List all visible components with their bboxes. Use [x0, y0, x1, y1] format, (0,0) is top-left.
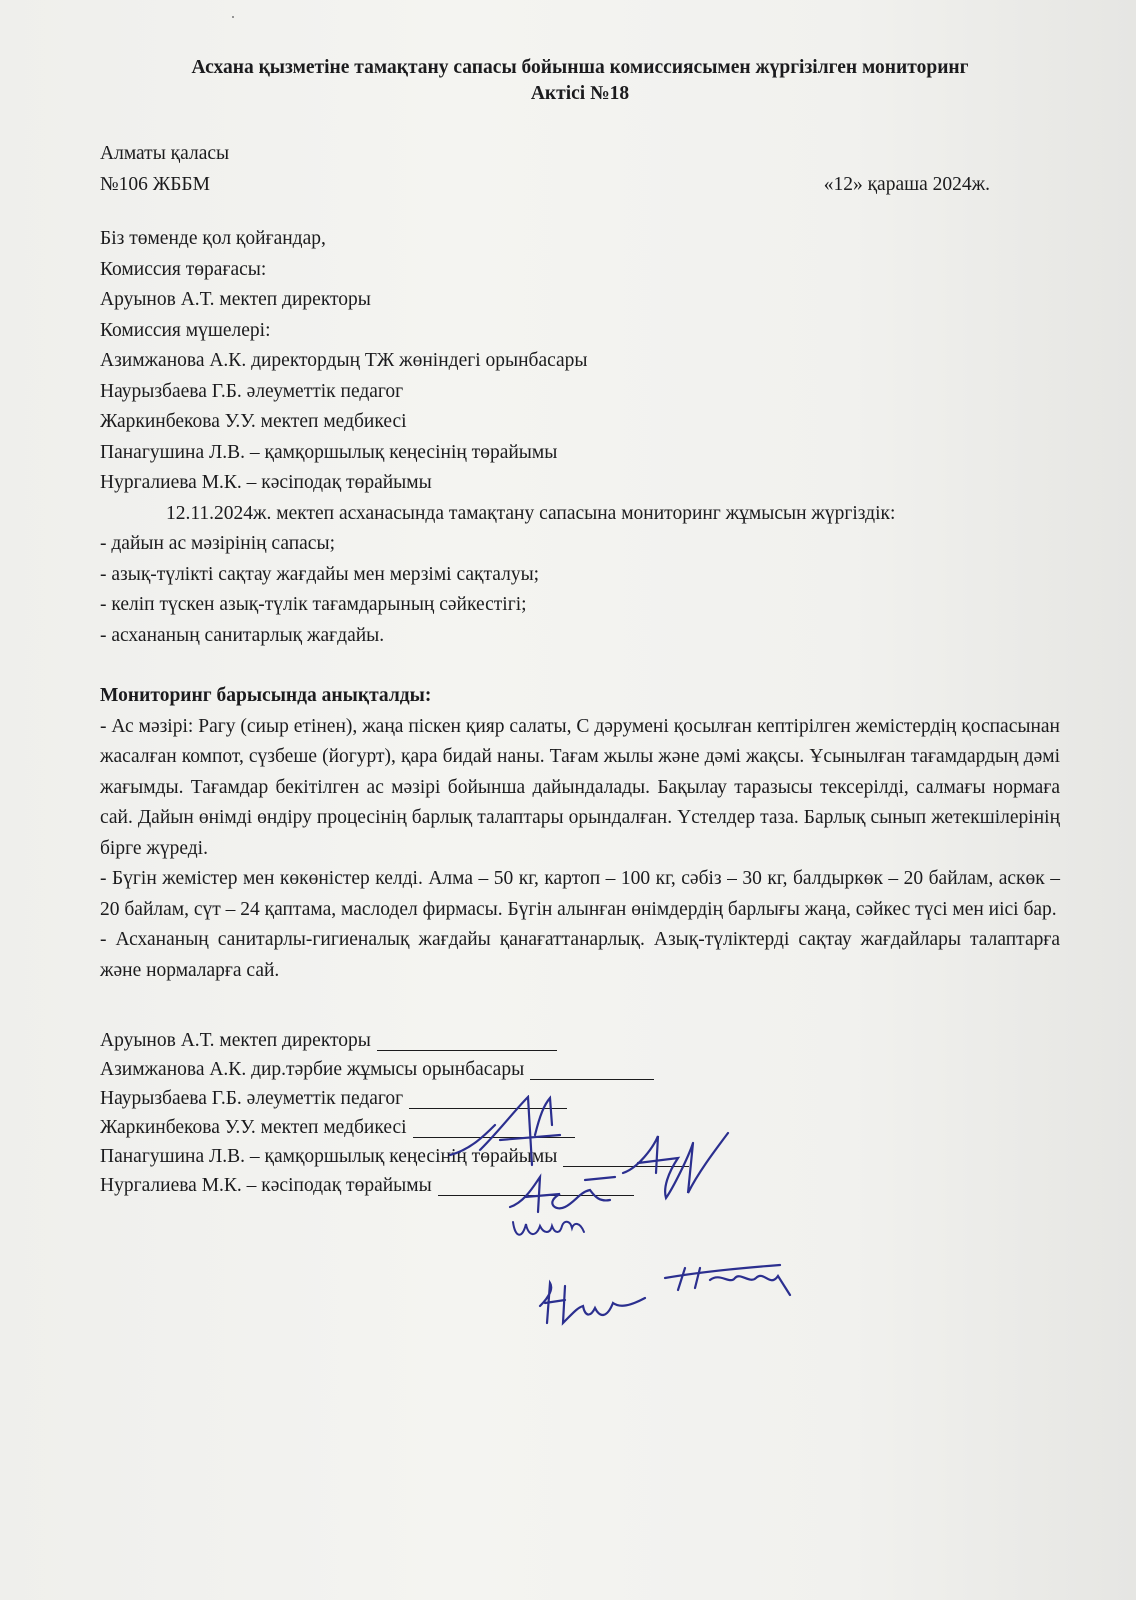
city: Алматы қаласы [100, 143, 230, 164]
signature-row [100, 1055, 1060, 1084]
member-item: Азимжанова А.К. директордың ТЖ жөніндегі орынбасары [100, 350, 588, 371]
signature-row [100, 1171, 1060, 1200]
findings-heading: Мониторинг барысында анықталды: [100, 685, 432, 706]
signature-block [100, 1026, 1060, 1200]
signer-name: Аруынов А.Т. мектеп директоры [100, 1030, 371, 1051]
member-item: Наурызбаева Г.Б. әлеуметтік педагог [100, 380, 404, 402]
member-item: Нургалиева М.К. – кәсіподақ төрайымы [100, 472, 432, 493]
signature-line [377, 1050, 557, 1051]
chair-name: Аруынов А.Т. мектеп директоры [100, 289, 371, 310]
checklist-item: - дайын ас мәзірінің сапасы; [100, 533, 335, 554]
intro-text: Біз төменде қол қойғандар, [100, 228, 326, 249]
signature-4-scribble [510, 1212, 590, 1252]
title-line-1: Асхана қызметіне тамақтану сапасы бойынша комиссиясымен жүргізілген мониторинг [191, 57, 969, 78]
school-date-row [100, 170, 990, 201]
signer-name: Азимжанова А.К. дир.тәрбие жұмысы орынбасары [100, 1059, 525, 1080]
checklist-item: - келіп түскен азық-түлік тағамдарының сәйкестігі; [100, 594, 527, 615]
signer-name: Нургалиева М.К. – кәсіподақ төрайымы [100, 1175, 432, 1196]
finding-paragraph: - Ас мәзірі: Рагу (сиыр етінен), жаңа піскен қияр салаты, С дәрумені қосылған кептірілген жемістердің қоспасынан жасалған компот, сүзбеше (йогурт), қара бидай наны. Тағам жылы және дәмі жақсы. Ұсынылған тағамдардың дәмі жағымды. Тағамдар бекітілген ас мәзірі бойынша дайындалады. Бақылау таразысы тексерілді, салмағы нормаға сай. Дайын өнімді өндіру процесінің барлық талаптары орындалған. Үстелдер таза. Барлық сынып жетекшілерінің бірге жүреді. [100, 715, 1060, 859]
finding-paragraph: - Бүгін жемістер мен көкөністер келді. Алма – 50 кг, картоп – 100 кг, сәбіз – 30 кг, балдыркөк – 20 байлам, аскөк – 20 байлам, сүт – 24 қаптама, маслодел фирмасы. Бүгін алынған өнімдердің барлығы жаңа, сәйкес түсі мен иісі бар. [100, 868, 1060, 920]
signature-5-scribble [660, 1250, 800, 1300]
document-title [100, 55, 1060, 107]
checklist-item: - азық-түлікті сақтау жағдайы мен мерзімі сақталуы; [100, 563, 540, 585]
signature-line [530, 1079, 654, 1080]
signature-6-scribble [535, 1278, 655, 1338]
signer-name: Жаркинбекова У.У. мектеп медбикесі [100, 1117, 407, 1138]
signature-row [100, 1084, 1060, 1113]
member-item: Панагушина Л.В. – қамқоршылық кеңесінің төрайымы [100, 441, 558, 463]
monitoring-intro: 12.11.2024ж. мектеп асханасында тамақтану сапасына мониторинг жұмысын жүргіздік: [166, 502, 896, 524]
act-date: «12» қараша 2024ж. [823, 173, 990, 195]
members-label: Комиссия мүшелері: [100, 319, 271, 341]
signature-line [413, 1137, 575, 1138]
signature-row [100, 1026, 1060, 1055]
signature-line [409, 1108, 567, 1109]
signature-row [100, 1142, 1060, 1171]
signer-name: Наурызбаева Г.Б. әлеуметтік педагог [100, 1088, 404, 1109]
signature-line [438, 1195, 634, 1196]
finding-paragraph: - Асхананың санитарлы-гигиеналық жағдайы қанағаттанарлық. Азық-түліктерді сақтау жағдайлары талаптарға және нормаларға сай. [100, 929, 1060, 981]
act-document [100, 55, 1060, 1200]
speck [232, 16, 234, 18]
school-name: №106 ЖББМ [100, 173, 210, 195]
checklist-item: - асхананың санитарлық жағдайы. [100, 624, 385, 646]
signature-row [100, 1113, 1060, 1142]
title-line-2: Актісі №18 [530, 83, 630, 104]
signer-name: Панагушина Л.В. – қамқоршылық кеңесінің төрайымы [100, 1146, 558, 1167]
member-item: Жаркинбекова У.У. мектеп медбикесі [100, 411, 407, 432]
chair-label: Комиссия төрағасы: [100, 258, 267, 280]
signature-line [563, 1166, 689, 1167]
